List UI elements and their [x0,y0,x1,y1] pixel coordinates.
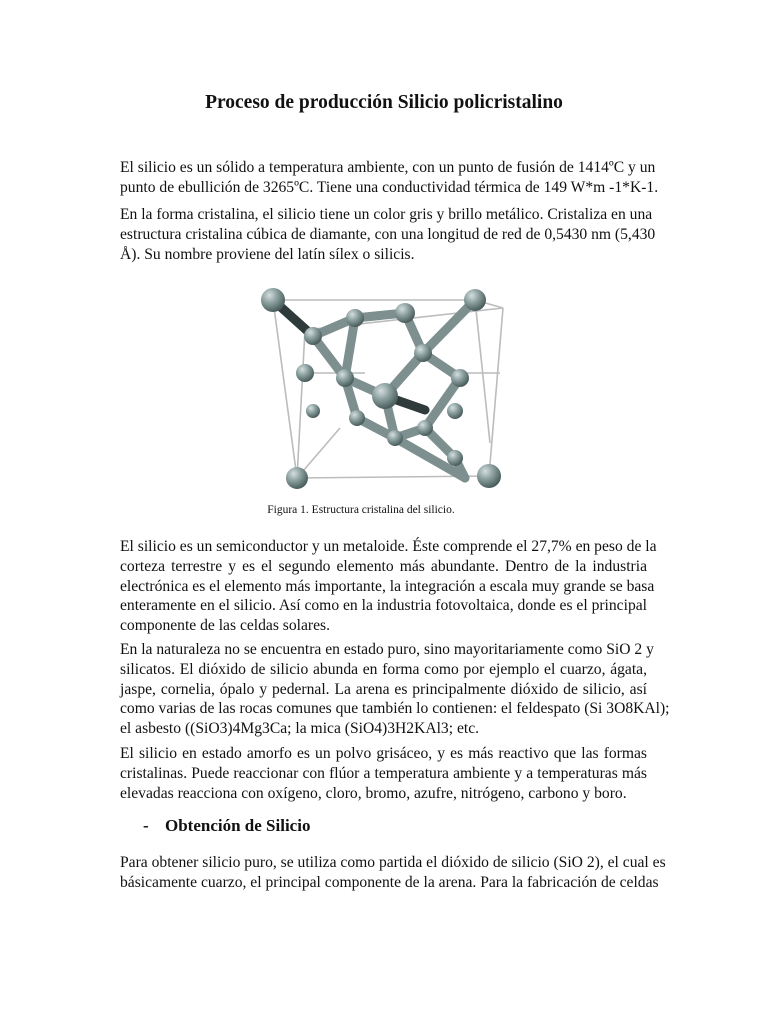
text-line: estructura cristalina cúbica de diamante, con una longitud de red de 0,5430 nm (5,430 [120,225,656,243]
section-heading [143,816,310,836]
text-line: Para obtener silicio puro, se utiliza como partida el dióxido de silicio (SiO 2), el cual es [120,854,666,871]
text-line: electrónica es el elemento más importante, la integración a escala muy grande se basa [120,577,655,595]
text-line: El silicio es un semiconductor y un metaloide. Éste comprende el 27,7% en peso de la [120,538,657,555]
text-line: En la forma cristalina, el silicio tiene un color gris y brillo metálico. Cristaliza en una [120,206,653,223]
text-line: componente de las celdas solares. [120,617,331,635]
text-line: elevadas reacciona con oxígeno, cloro, bromo, azufre, nitrógeno, carbono y boro. [120,784,627,802]
text-line: jaspe, cornelia, ópalo y pedernal. La arena es principalmente dióxido de silicio, así [120,680,647,698]
document-title: Proceso de producción Silicio policristalino [205,92,563,113]
silicon-crystal-structure-figure [245,278,525,498]
figure-caption: Figura 1. Estructura cristalina del silicio. [267,504,455,516]
text-line: silicatos. El dióxido de silicio abunda en forma como por ejemplo el cuarzo, ágata, [120,660,647,678]
text-line: como varias de las rocas comunes que también lo contienen: el feldespato (Si 3O8KAl); [120,700,670,718]
text-line: En la naturaleza no se encuentra en estado puro, sino mayoritariamente como SiO 2 y [120,641,654,658]
text-line: cristalinas. Puede reaccionar con flúor a temperatura ambiente y a temperaturas más [120,764,647,782]
text-line: el asbesto ((SiO3)4Mg3Ca; la mica (SiO4)3H2KAl3; etc. [120,720,480,738]
paragraph-obtention [120,853,666,893]
text-line: Å). Su nombre proviene del latín sílex o silicis. [120,245,415,263]
paragraph-semiconductor [120,537,657,636]
text-line: El silicio es un sólido a temperatura ambiente, con un punto de fusión de 1414ºC y un [120,159,656,176]
section-bullet: - [143,816,149,835]
section-title: Obtención de Silicio [165,816,311,835]
text-line: punto de ebullición de 3265ºC. Tiene una conductividad térmica de 149 W*m -1*K-1. [120,178,659,196]
text-line: básicamente cuarzo, el principal componente de la arena. Para la fabricación de celdas [120,873,659,891]
text-line: corteza terrestre y es el segundo elemento más abundante. Dentro de la industria [120,557,647,575]
paragraph-melting-point [120,158,659,198]
paragraph-amorphous [120,744,647,803]
paragraph-crystal-form [120,205,656,264]
text-line: El silicio en estado amorfo es un polvo grisáceo, y es más reactivo que las formas [120,745,647,762]
paragraph-nature [120,640,670,739]
text-line: enteramente en el silicio. Así como en la industria fotovoltaica, donde es el principal [120,597,647,615]
